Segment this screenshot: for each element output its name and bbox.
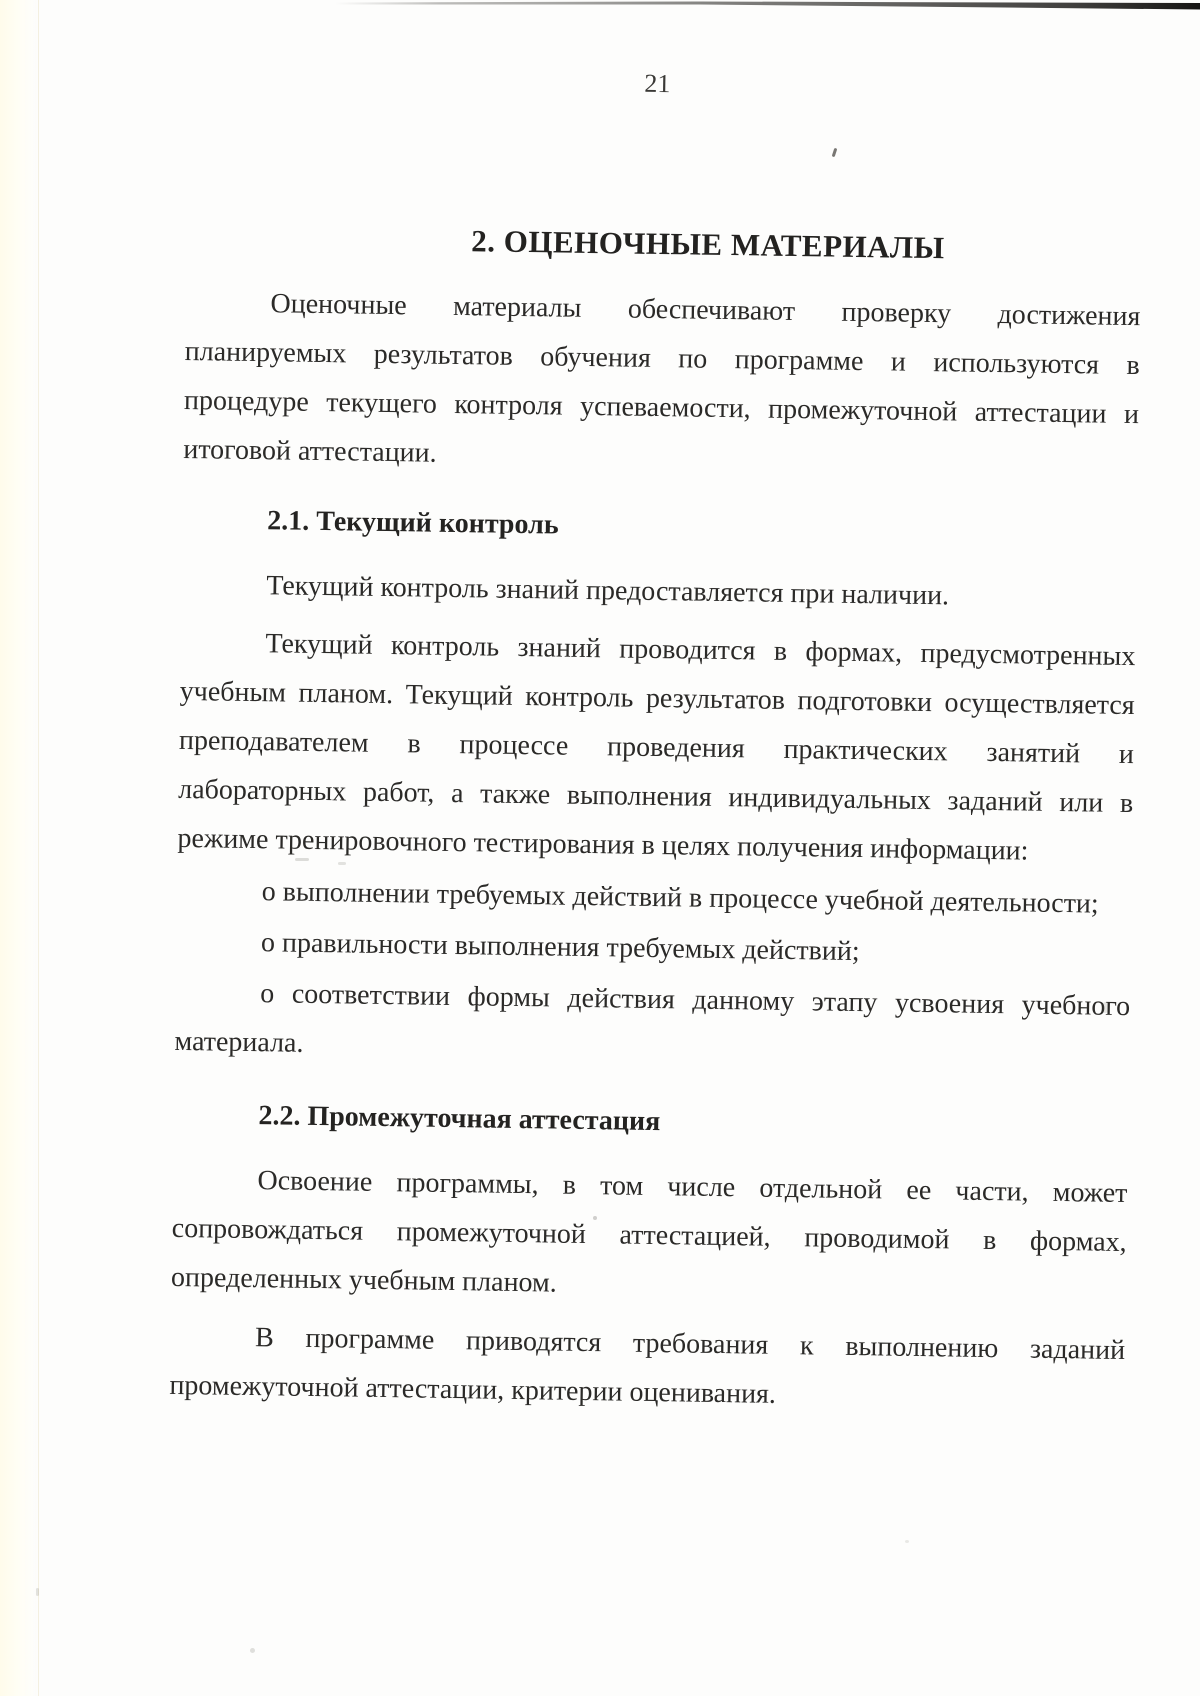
section-title: 2. ОЦЕНОЧНЫЕ МАТЕРИАЛЫ xyxy=(471,223,945,266)
heading-text: 2.2. Промежуточная аттестация xyxy=(258,1100,661,1138)
text-line: материала. xyxy=(174,1025,304,1059)
text-line: В программе приводятся требования к выполнению заданий xyxy=(254,1322,1126,1367)
page-number: 21 xyxy=(644,68,671,99)
paragraph xyxy=(183,278,1141,488)
page-left-edge-shadow xyxy=(0,0,39,1696)
text-line: учебным планом. Текущий контроль результатов подготовки осуществляется xyxy=(179,675,1135,722)
text-line: планируемых результатов обучения по программе и используются в xyxy=(184,335,1140,382)
scan-speck xyxy=(1103,1002,1108,1013)
paragraph xyxy=(181,560,1137,623)
text-line: промежуточной аттестации, критерии оценивания. xyxy=(169,1369,777,1410)
subsection-heading-2-2 xyxy=(173,1090,1129,1153)
text-line: режиме тренировочного тестирования в целях получения информации: xyxy=(177,822,1029,867)
paragraph xyxy=(177,618,1136,877)
text-line: Оценочные материалы обеспечивают проверку достижения xyxy=(270,288,1141,333)
text-line: Освоение программы, в том числе отдельной ее части, может xyxy=(257,1165,1128,1210)
scan-speck xyxy=(295,858,309,861)
scan-speck xyxy=(905,1540,909,1543)
text-line: определенных учебным планом. xyxy=(170,1261,557,1299)
text-line: о правильности выполнения требуемых действий; xyxy=(260,927,860,968)
list-item xyxy=(174,968,1130,1080)
text-line: Текущий контроль знаний проводится в формах, предусмотренных xyxy=(265,628,1136,673)
text-line: о выполнении требуемых действий в процессе учебной деятельности; xyxy=(261,876,1099,920)
text-line: о соответствии формы действия данному этапу усвоения учебного xyxy=(260,978,1131,1023)
scan-speck xyxy=(250,1648,255,1653)
subsection-heading-2-1 xyxy=(182,495,1138,558)
paragraph xyxy=(169,1312,1125,1424)
text-line: лабораторных работ, а также выполнения индивидуальных заданий или в xyxy=(178,773,1134,820)
heading-text: 2.1. Текущий контроль xyxy=(267,505,559,541)
scan-speck xyxy=(36,1588,39,1596)
text-line: сопровождаться промежуточной аттестацией, проводимой в формах, xyxy=(171,1212,1127,1259)
text-line: преподавателем в процессе проведения практических занятий и xyxy=(178,724,1135,771)
text-line: итоговой аттестации. xyxy=(183,433,437,469)
paragraph xyxy=(171,1155,1128,1316)
text-line: процедуре текущего контроля успеваемости, промежуточной аттестации и xyxy=(183,384,1140,431)
scan-speck xyxy=(338,862,346,865)
text-line: Текущий контроль знаний предоставляется при наличии. xyxy=(266,570,950,612)
scan-speck xyxy=(593,1216,597,1220)
document-content xyxy=(169,0,1145,1424)
